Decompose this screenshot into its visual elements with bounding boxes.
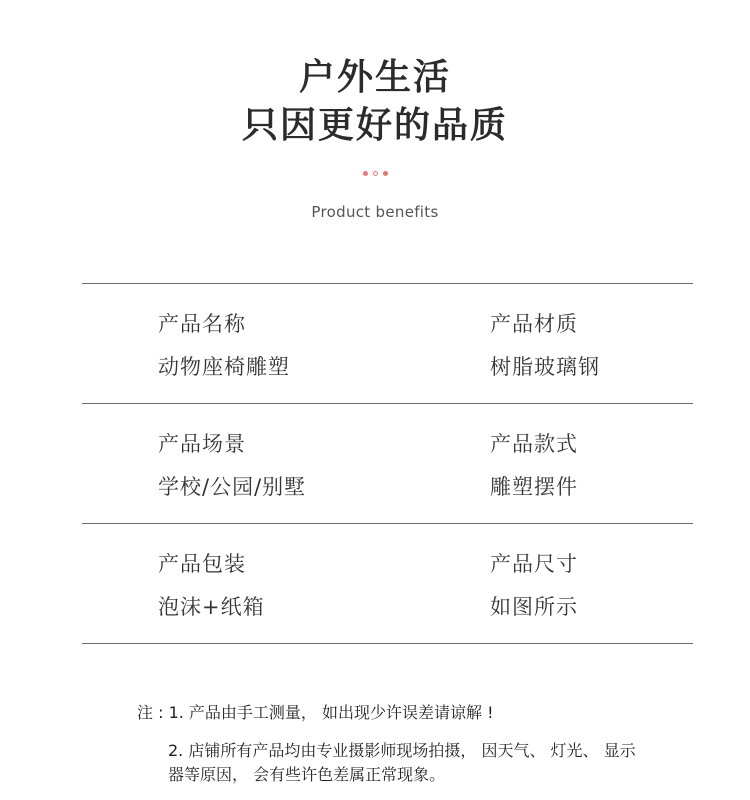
spec-value: 动物座椅雕塑 [158, 355, 290, 379]
spec-value: 如图所示 [490, 595, 578, 619]
decorative-dots [0, 171, 750, 176]
spec-label: 产品场景 [158, 432, 246, 456]
spec-value: 雕塑摆件 [490, 475, 578, 499]
spec-value: 泡沫+纸箱 [158, 595, 265, 619]
spec-label: 产品材质 [490, 312, 578, 336]
spec-table [82, 283, 693, 644]
title-line-1: 户外生活 [298, 57, 451, 98]
title-line-2: 只因更好的品质 [241, 105, 508, 146]
spec-row [82, 284, 693, 404]
dot-icon [373, 171, 378, 176]
note-2: 2. 店铺所有产品均由专业摄影师现场拍摄， 因天气、 灯光、 显示器等原因， 会有些许色差属正常现象。 [168, 741, 636, 784]
spec-label: 产品包装 [158, 552, 246, 576]
dot-icon [383, 171, 388, 176]
spec-label: 产品尺寸 [490, 552, 578, 576]
spec-label: 产品名称 [158, 312, 246, 336]
spec-row [82, 524, 693, 644]
spec-row [82, 404, 693, 524]
spec-value: 学校/公园/别墅 [158, 475, 307, 499]
note-1: 注 : 1. 产品由手工测量， 如出现少许误差请谅解 ! [137, 703, 494, 722]
subtitle: Product benefits [311, 203, 439, 221]
dot-icon [363, 171, 368, 176]
spec-label: 产品款式 [490, 432, 578, 456]
spec-value: 树脂玻璃钢 [490, 355, 600, 379]
